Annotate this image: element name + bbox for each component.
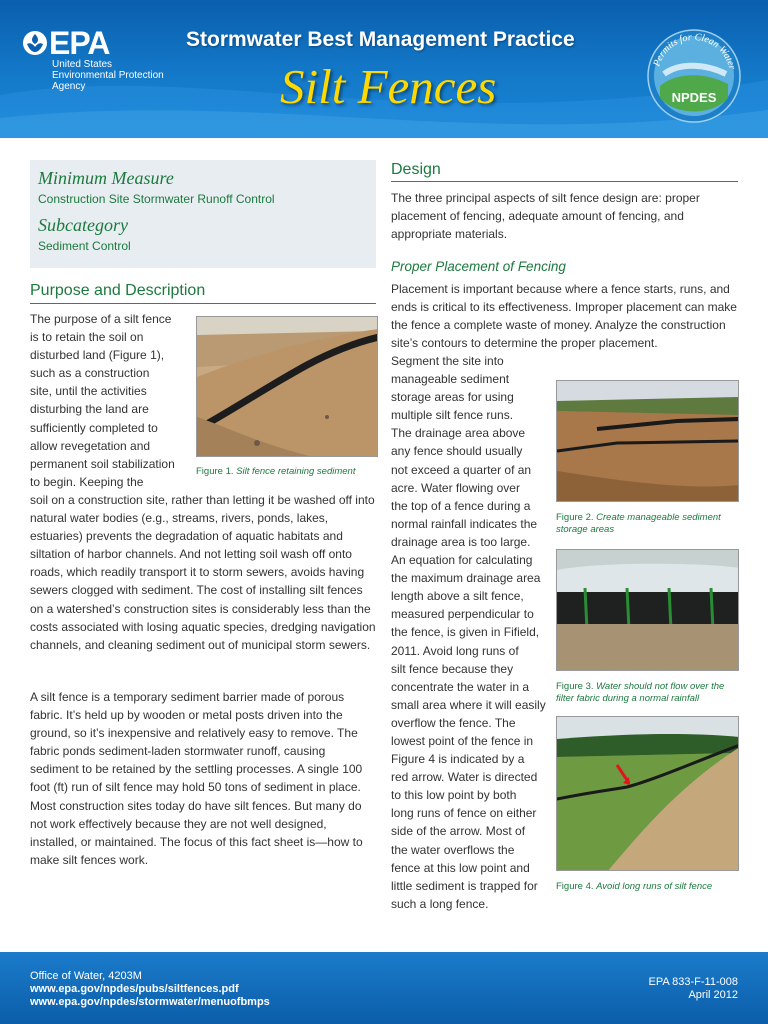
office-name: Office of Water, 4203M [30, 970, 142, 982]
page-title: Silt Fences [280, 59, 497, 114]
text-line: overflow the fence. The [391, 715, 516, 730]
figure-4-photo [556, 716, 739, 871]
figure-4-caption [556, 881, 739, 893]
text-line: The drainage area above [391, 426, 526, 441]
footer-link-pdf[interactable]: www.epa.gov/npdes/pubs/siltfences.pdf [30, 983, 239, 995]
text-line: The purpose of a silt fence [30, 312, 172, 326]
text-line: such a long fence. [391, 896, 489, 911]
text-line: acre. Water flowing over [391, 480, 520, 495]
publication-date: April 2012 [688, 989, 738, 1001]
series-title: Stormwater Best Management Practice [186, 28, 575, 51]
figure-3-photo [556, 549, 739, 671]
text-line: such as a construction [30, 366, 150, 381]
text-line: the fence, is given in Fifield, [391, 625, 540, 640]
document-number: EPA 833-F-11-008 [648, 976, 738, 988]
text-line: Segment the site into [391, 354, 504, 368]
epa-wordmark: EPA [49, 25, 110, 61]
text-line: red arrow. Water is directed [391, 770, 538, 785]
caption-label: Figure 2. [556, 512, 594, 523]
text-line: multiple silt fence runs. [391, 408, 514, 423]
agency-line: Environmental Protection [52, 70, 164, 81]
text-line: drainage area is too large. [391, 534, 531, 549]
text-line: silt fence because they [391, 661, 514, 676]
text-line: 2011. Avoid long runs of [391, 643, 519, 658]
placement-wrapped-text [391, 352, 551, 913]
caption-text: Water should not flow over the filter fabric during a normal rainfall [556, 681, 725, 704]
text-line: the top of a fence during a [391, 498, 531, 513]
text-line: not exceed a quarter of an [391, 462, 532, 477]
agency-line: Agency [52, 81, 86, 92]
text-line: measured perpendicular to [391, 607, 534, 622]
purpose-paragraph-1-rest: soil on a construction site, rather than letting it be washed off into natural water bodies (e.g., streams, rivers, ponds, lakes, estuaries) prevents the degradation of aquatic habitats and siltation of harbor channels. And not letting soil wash off onto roads, which readily transport it to storm sewers, avoids having sewers clogged with sediment. The cost of installing silt fences on a watershed’s construction sites is considerably less than the costs associated with losing aquatic species, dredging navigation channels, and cleaning sediment out of municipal storm sewers. [30, 493, 376, 652]
figure-2-photo [556, 380, 739, 502]
text-line: storage areas for using [391, 390, 514, 405]
text-line: length above a silt fence, [391, 589, 524, 604]
footer [0, 952, 768, 1024]
purpose-heading: Purpose and Description [30, 282, 206, 299]
text-line: the maximum drainage area [391, 571, 541, 586]
text-line: normal rainfall indicates the [391, 516, 538, 531]
figure-1-photo [196, 316, 378, 457]
npdes-badge [646, 28, 742, 124]
subcategory-value: Sediment Control [38, 239, 131, 253]
text-line: permanent soil stabilization [30, 456, 175, 471]
agency-line: United States [52, 59, 113, 70]
caption-label: Figure 3. [556, 681, 594, 692]
text-line: disturbing the land are [30, 402, 149, 417]
epa-flower-icon [22, 30, 48, 56]
design-heading: Design [391, 161, 441, 178]
text-line: disturbed land (Figure 1), [30, 348, 165, 363]
npdes-label: NPDES [671, 90, 717, 105]
text-line: manageable sediment [391, 372, 510, 387]
design-intro: The three principal aspects of silt fence design are: proper placement of fencing, adequate amount of fencing, and appropriate materials. [391, 191, 700, 242]
footer-contact [30, 970, 270, 1009]
text-line: fence at this low point and [391, 860, 530, 875]
epa-logo [22, 25, 182, 98]
npdes-ring-text: Permits for Clean Water [651, 31, 738, 71]
figure-3-caption [556, 681, 739, 705]
text-line: sufficiently completed to [30, 420, 158, 435]
placement-paragraph: Placement is important because where a fence starts, runs, and ends is critical to its effectiveness. Improper placement can make the fence a complete waste of money. Analyze the construction site’s contours to determine the proper placement. [391, 282, 737, 351]
purpose-rule [30, 303, 376, 304]
text-line: small area where it will easily [391, 697, 546, 712]
text-line: any fence should usually [391, 444, 523, 459]
text-line: the water overflows the [391, 842, 515, 857]
figure-2-caption [556, 512, 739, 536]
caption-text: Avoid long runs of silt fence [596, 881, 713, 892]
text-line: site, until the activities [30, 384, 147, 399]
caption-label: Figure 4. [556, 881, 594, 892]
caption-text: Create manageable sediment storage areas [556, 512, 721, 535]
footer-link-menu[interactable]: www.epa.gov/npdes/stormwater/menuofbmps [30, 996, 270, 1008]
figure-1-caption [196, 466, 378, 478]
text-line: to this low point by both [391, 788, 517, 803]
caption-label: Figure 1. [196, 466, 234, 477]
purpose-paragraph-2: A silt fence is a temporary sediment barrier made of porous fabric. It’s held up by wooden or metal posts driven into the ground, so it’s inexpensive and relatively easy to remove. The fabric ponds sediment-laden stormwater runoff, causing sediment to be retained by the settling processes. A single 100 foot (ft) run of silt fence may hold 50 tons of sediment in place. Most construction sites today do have silt fences. But many do not work effectively because they are not well designed, installed, or maintained. The focus of this fact sheet is—how to make silt fences work. [30, 690, 363, 867]
design-rule [391, 181, 738, 182]
minimum-measure-value: Construction Site Stormwater Runoff Control [38, 192, 275, 206]
minimum-measure-heading: Minimum Measure [38, 168, 174, 188]
purpose-wrapped-text [30, 310, 195, 491]
text-line: little sediment is trapped for [391, 878, 538, 893]
text-line: concentrate the water in a [391, 679, 530, 694]
header-banner [0, 0, 768, 138]
subcategory-heading: Subcategory [38, 215, 128, 235]
caption-text: Silt fence retaining sediment [236, 466, 356, 477]
text-line: long runs of fence on either [391, 806, 537, 821]
text-line: side of the arrow. Most of [391, 824, 526, 839]
text-line: An equation for calculating [391, 553, 533, 568]
agency-name [52, 59, 202, 92]
text-line: lowest point of the fence in [391, 733, 534, 748]
placement-subheading: Proper Placement of Fencing [391, 259, 566, 274]
text-line: Figure 4 is indicated by a [391, 752, 525, 767]
text-line: to begin. Keeping the [30, 474, 144, 489]
footer-doc-info [649, 976, 738, 1002]
text-line: allow revegetation and [30, 438, 151, 453]
measure-box [30, 160, 376, 268]
text-line: is to retain the soil on [30, 330, 144, 345]
